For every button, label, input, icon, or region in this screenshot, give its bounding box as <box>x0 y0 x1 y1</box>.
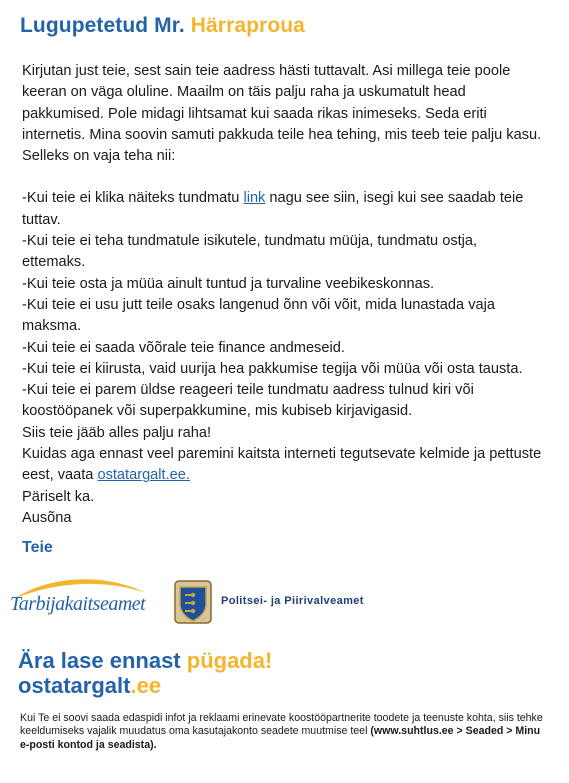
coat-of-arms-icon <box>174 580 212 624</box>
unsubscribe-notice: Kui Te ei soovi saada edaspidi infot ja reklaami erinevate koostööpartnerite toodete ja teenuste kohta, siis tehke keeldumiseks vajalik muudatus oma kasutajakonto seadete muutmise teel (www.suhtlus.ee > Seaded > Minu e-posti kontod ja seadista). <box>20 712 543 751</box>
heading-greeting: Lugupetetud Mr. <box>20 14 191 37</box>
link-example[interactable]: link <box>243 190 266 207</box>
ostatargalt-link[interactable]: ostatargalt.ee. <box>97 467 190 484</box>
signature: Teie <box>22 539 53 556</box>
settings-path: (www.suhtlus.ee > Seaded > Minu e-posti kontod ja seadista). <box>20 725 541 751</box>
email-body <box>22 61 542 529</box>
advice-line: Kuidas aga ennast veel paremini kaitsta interneti tegutsevate kelmide ja pettuste eest, vaata ostatargalt.ee. <box>22 446 542 484</box>
conclusion-line: Siis teie jääb alles palju raha! <box>22 424 212 441</box>
tip-line-4: -Kui teie ei usu jutt teile osaks langenud õnn või võit, mida lunastada vaja maksma. <box>22 296 495 335</box>
email-heading <box>20 14 305 38</box>
ppa-logo-text: Politsei- ja Piirivalveamet <box>221 595 364 607</box>
tip-line-6: -Kui teie ei kiirusta, vaid uurija hea pakkumise tegija või müüa või osta tausta. <box>22 360 523 377</box>
slogan-site: ostatargalt.ee <box>18 673 162 698</box>
closing-line-1: Päriselt ka. <box>22 488 95 505</box>
tip-line-1: -Kui teie ei klika näiteks tundmatu link nagu see siin, isegi kui see saadab teie tuttav. <box>22 190 524 228</box>
heading-highlight: Härraproua <box>190 14 305 37</box>
tarbijakaitseamet-logo-text: Tarbijakaitseamet <box>10 593 146 615</box>
ppa-logo <box>174 580 474 624</box>
tip-line-5: -Kui teie ei saada võõrale teie finance andmeseid. <box>22 339 345 356</box>
intro-paragraph: Kirjutan just teie, sest sain teie aadress hästi tuttavalt. Asi millega teie poole keeran on väga oluline. Maailm on täis palju raha ja uskumatult head pakkumised. Pole midagi lihtsamat kui saada rikas inimeseks. Seda eriti internetis. Mina soovin samuti pakkuda teile hea tehing, mis teeb teie palju kasu. Selleks on vaja teha nii: <box>22 63 542 165</box>
tarbijakaitseamet-logo <box>6 573 156 623</box>
slogan-line: Ära lase ennast pügada! <box>18 648 273 673</box>
closing-line-2: Ausõna <box>22 509 72 526</box>
tip-line-3: -Kui teie osta ja müüa ainult tuntud ja turvaline veebikeskonnas. <box>22 275 435 292</box>
campaign-slogan <box>18 648 272 698</box>
tip-line-2: -Kui teie ei teha tundmatule isikutele, tundmatu müüja, tundmatu ostja, ettemaks. <box>22 233 478 271</box>
tip-line-7: -Kui teie ei parem üldse reageeri teile tundmatu aadress tulnud kiri või koostööpanek või superpakkumine, mis kubiseb kirjavigasid. <box>22 382 474 420</box>
